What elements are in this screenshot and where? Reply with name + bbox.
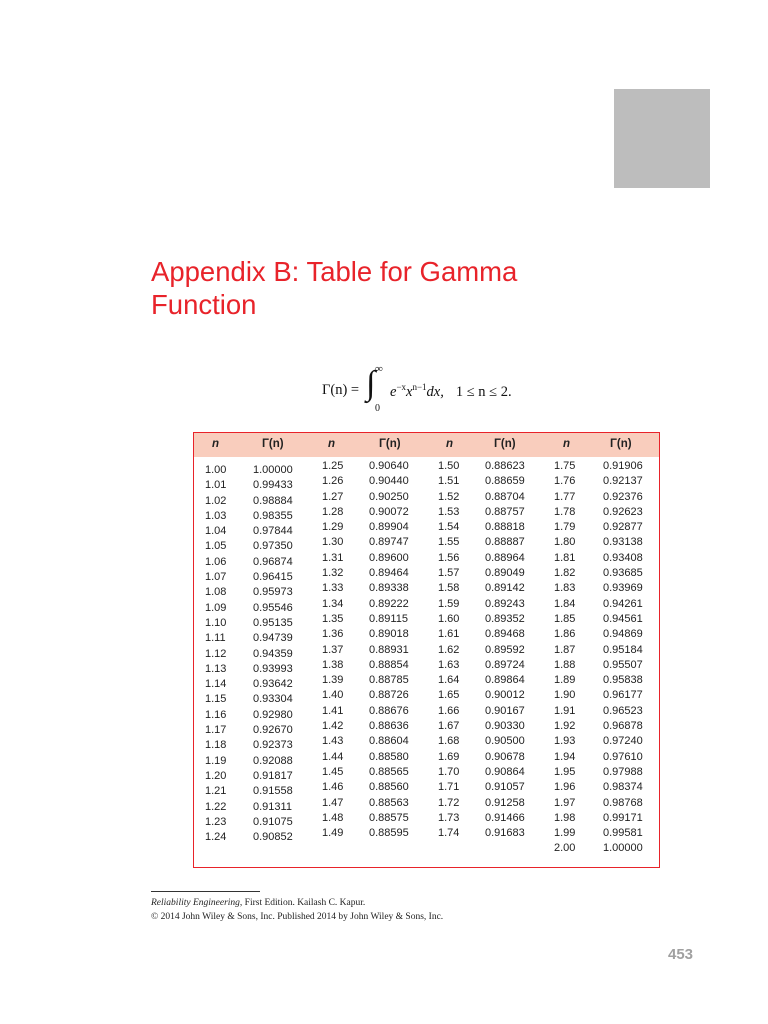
column-gamma-1 xyxy=(253,463,293,845)
header-gamma-1: Γ(n) xyxy=(262,438,284,450)
table-cell: 0.89222 xyxy=(369,597,409,610)
table-cell: 0.99171 xyxy=(603,811,643,824)
table-cell: 1.55 xyxy=(438,536,460,549)
table-cell: 1.31 xyxy=(322,551,344,564)
table-cell: 1.11 xyxy=(205,632,226,645)
table-cell: 1.06 xyxy=(205,555,227,568)
table-cell: 0.95135 xyxy=(253,616,293,629)
table-cell: 0.98355 xyxy=(253,509,293,522)
table-cell: 1.60 xyxy=(438,612,460,625)
table-cell: 0.91057 xyxy=(485,781,525,794)
header-gamma-3: Γ(n) xyxy=(494,438,516,450)
table-cell: 0.88704 xyxy=(485,490,525,503)
table-cell: 1.95 xyxy=(554,765,576,778)
table-cell: 1.18 xyxy=(205,739,227,752)
footnote xyxy=(151,896,651,924)
table-cell: 0.89142 xyxy=(485,582,525,595)
footnote-rule xyxy=(151,891,260,892)
table-cell: 1.44 xyxy=(322,750,344,763)
table-cell: 0.97240 xyxy=(603,735,643,748)
table-cell: 1.47 xyxy=(322,796,344,809)
table-cell: 1.53 xyxy=(438,505,460,518)
table-cell: 0.96415 xyxy=(253,571,293,584)
table-cell: 0.90440 xyxy=(369,475,409,488)
table-cell: 1.99 xyxy=(554,827,576,840)
table-cell: 0.88623 xyxy=(485,460,525,472)
table-cell: 0.89115 xyxy=(369,612,408,625)
table-cell: 1.37 xyxy=(322,643,344,656)
table-cell: 0.90250 xyxy=(369,490,409,503)
table-cell: 0.88931 xyxy=(369,643,409,656)
table-cell: 1.78 xyxy=(554,505,576,518)
table-cell: 0.89904 xyxy=(369,521,409,534)
table-cell: 1.19 xyxy=(205,754,227,767)
table-cell: 1.00 xyxy=(205,464,227,476)
table-cell: 0.89352 xyxy=(485,612,525,625)
table-cell: 0.92877 xyxy=(603,521,643,534)
table-cell: 1.29 xyxy=(322,521,344,534)
table-cell: 1.22 xyxy=(205,800,227,813)
table-cell: 1.39 xyxy=(322,674,344,687)
table-cell: 1.63 xyxy=(438,658,460,671)
table-cell: 0.94739 xyxy=(253,632,293,645)
table-cell: 0.88757 xyxy=(485,505,525,518)
table-cell: 1.36 xyxy=(322,628,344,641)
header-gamma-4: Γ(n) xyxy=(610,438,632,450)
column-n-4 xyxy=(554,459,575,857)
table-cell: 1.83 xyxy=(554,582,576,595)
table-cell: 1.86 xyxy=(554,628,576,641)
table-cell: 1.94 xyxy=(554,750,576,763)
table-cell: 1.00000 xyxy=(253,464,293,476)
table-cell: 1.91 xyxy=(554,704,576,717)
table-cell: 0.92376 xyxy=(603,490,643,503)
table-cell: 0.88818 xyxy=(485,521,525,534)
table-cell: 1.84 xyxy=(554,597,576,610)
table-cell: 0.88580 xyxy=(369,750,409,763)
table-cell: 1.20 xyxy=(205,769,227,782)
table-cell: 1.32 xyxy=(322,567,344,580)
table-cell: 1.90 xyxy=(554,689,576,702)
table-cell: 1.59 xyxy=(438,597,460,610)
table-cell: 1.13 xyxy=(205,662,227,675)
table-cell: 0.88659 xyxy=(485,475,525,488)
table-cell: 0.89592 xyxy=(485,643,525,656)
table-cell: 1.03 xyxy=(205,509,227,522)
table-cell: 1.51 xyxy=(438,475,460,488)
table-cell: 0.89747 xyxy=(369,536,409,549)
table-cell: 0.92670 xyxy=(253,724,293,737)
table-cell: 0.88636 xyxy=(369,720,409,733)
table-cell: 0.89864 xyxy=(485,674,525,687)
corner-tab-block xyxy=(614,89,710,188)
table-cell: 0.95838 xyxy=(603,674,643,687)
table-cell: 0.90072 xyxy=(369,505,409,518)
table-cell: 1.46 xyxy=(322,781,344,794)
table-cell: 0.93993 xyxy=(253,662,293,675)
table-cell: 0.97988 xyxy=(603,765,643,778)
table-cell: 0.89243 xyxy=(485,597,525,610)
table-cell: 1.67 xyxy=(438,720,460,733)
table-cell: 0.88964 xyxy=(485,551,525,564)
table-cell: 0.92980 xyxy=(253,708,293,721)
header-n-1: n xyxy=(212,438,220,450)
table-cell: 0.91258 xyxy=(485,796,525,809)
table-cell: 0.88726 xyxy=(369,689,409,702)
table-cell: 1.24 xyxy=(205,831,227,844)
gamma-table xyxy=(193,432,660,868)
table-cell: 1.66 xyxy=(438,704,460,717)
table-cell: 0.89468 xyxy=(485,628,525,641)
table-cell: 0.93138 xyxy=(603,536,643,549)
column-gamma-2 xyxy=(369,459,409,841)
table-cell: 0.96523 xyxy=(603,704,643,717)
table-cell: 0.95546 xyxy=(253,601,293,614)
table-cell: 0.94359 xyxy=(253,647,293,660)
table-cell: 1.92 xyxy=(554,720,576,733)
table-cell: 0.98374 xyxy=(603,781,643,794)
table-cell: 0.88604 xyxy=(369,735,409,748)
table-cell: 0.88785 xyxy=(369,674,409,687)
table-cell: 0.90640 xyxy=(369,460,409,472)
table-cell: 0.92623 xyxy=(603,505,643,518)
table-cell: 1.89 xyxy=(554,674,576,687)
table-cell: 1.74 xyxy=(438,827,460,840)
header-n-4: n xyxy=(563,438,571,450)
table-cell: 0.92137 xyxy=(603,475,643,488)
table-cell: 1.61 xyxy=(438,628,460,641)
formula-integrand: $e^{-x}x^{n-1}dx$, 1 ≤ n ≤ 2. xyxy=(390,382,512,400)
table-cell: 0.93304 xyxy=(253,693,293,706)
table-cell: 1.33 xyxy=(322,582,344,595)
table-cell: 0.90678 xyxy=(485,750,525,763)
table-cell: 1.57 xyxy=(438,567,460,580)
gamma-formula xyxy=(322,363,582,415)
table-cell: 1.80 xyxy=(554,536,576,549)
page-number: 453 xyxy=(668,946,694,963)
table-cell: 0.95184 xyxy=(603,643,643,656)
table-cell: 1.87 xyxy=(554,643,576,656)
table-cell: 0.91558 xyxy=(253,785,293,798)
table-cell: 1.88 xyxy=(554,658,576,671)
table-cell: 1.42 xyxy=(322,720,344,733)
table-cell: 1.71 xyxy=(438,781,460,794)
table-cell: 1.93 xyxy=(554,735,576,748)
table-cell: 0.95973 xyxy=(253,586,293,599)
column-gamma-3 xyxy=(485,459,525,841)
table-cell: 1.70 xyxy=(438,765,460,778)
table-cell: 1.45 xyxy=(322,765,344,778)
table-cell: 1.56 xyxy=(438,551,460,564)
table-cell: 0.91817 xyxy=(253,769,293,782)
column-n-2 xyxy=(322,459,343,841)
table-cell: 0.93685 xyxy=(603,567,643,580)
header-gamma-2: Γ(n) xyxy=(379,438,401,450)
table-cell: 0.91906 xyxy=(603,460,643,472)
table-cell: 1.38 xyxy=(322,658,344,671)
table-cell: 1.16 xyxy=(205,708,227,721)
table-cell: 1.77 xyxy=(554,490,576,503)
table-cell: 0.94261 xyxy=(603,597,643,610)
table-cell: 1.64 xyxy=(438,674,460,687)
formula-lhs: Γ(n) = xyxy=(322,382,360,398)
table-cell: 1.72 xyxy=(438,796,460,809)
table-cell: 1.34 xyxy=(322,597,344,610)
table-cell: 1.98 xyxy=(554,811,576,824)
footnote-copyright: © 2014 John Wiley & Sons, Inc. Published 2014 by John Wiley & Sons, Inc. xyxy=(151,912,444,922)
table-cell: 1.58 xyxy=(438,582,460,595)
table-cell: 1.10 xyxy=(205,616,227,629)
table-cell: 0.93642 xyxy=(253,678,293,691)
table-cell: 1.12 xyxy=(205,647,227,660)
header-n-3: n xyxy=(446,438,454,450)
table-cell: 1.75 xyxy=(554,460,576,472)
formula-upper-limit: ∞ xyxy=(375,363,383,375)
formula-lower-limit: 0 xyxy=(375,403,380,414)
table-cell: 1.68 xyxy=(438,735,460,748)
table-cell: 1.82 xyxy=(554,567,576,580)
table-cell: 1.40 xyxy=(322,689,344,702)
table-cell: 1.65 xyxy=(438,689,460,702)
table-cell: 0.88565 xyxy=(369,765,409,778)
table-cell: 1.28 xyxy=(322,505,344,518)
table-cell: 1.49 xyxy=(322,827,344,840)
table-cell: 0.97844 xyxy=(253,525,293,538)
table-header-row xyxy=(194,433,659,457)
table-cell: 1.76 xyxy=(554,475,576,488)
table-cell: 1.27 xyxy=(322,490,344,503)
table-cell: 0.96177 xyxy=(603,689,643,702)
table-cell: 2.00 xyxy=(554,842,576,855)
table-cell: 0.90012 xyxy=(485,689,525,702)
table-cell: 1.09 xyxy=(205,601,227,614)
table-cell: 1.04 xyxy=(205,525,227,538)
table-cell: 1.85 xyxy=(554,612,576,625)
table-cell: 0.99433 xyxy=(253,479,293,492)
table-cell: 1.35 xyxy=(322,612,344,625)
table-cell: 0.93969 xyxy=(603,582,643,595)
table-cell: 0.97350 xyxy=(253,540,293,553)
table-cell: 1.00000 xyxy=(603,842,643,855)
table-cell: 0.96874 xyxy=(253,555,293,568)
table-cell: 1.52 xyxy=(438,490,460,503)
table-cell: 0.95507 xyxy=(603,658,643,671)
table-cell: 1.26 xyxy=(322,475,344,488)
table-cell: 0.98884 xyxy=(253,494,293,507)
column-n-3 xyxy=(438,459,459,841)
table-cell: 0.89018 xyxy=(369,628,409,641)
table-cell: 1.08 xyxy=(205,586,227,599)
table-cell: 1.48 xyxy=(322,811,344,824)
table-cell: 0.88575 xyxy=(369,811,409,824)
table-cell: 1.07 xyxy=(205,571,227,584)
integral-sign-icon: ∫ xyxy=(366,365,376,402)
table-cell: 1.97 xyxy=(554,796,576,809)
table-cell: 1.25 xyxy=(322,460,344,472)
table-cell: 0.96878 xyxy=(603,720,643,733)
table-cell: 0.90852 xyxy=(253,831,293,844)
table-cell: 1.50 xyxy=(438,460,460,472)
table-cell: 0.90864 xyxy=(485,765,525,778)
table-cell: 0.88560 xyxy=(369,781,409,794)
table-cell: 0.89600 xyxy=(369,551,409,564)
table-cell: 0.92373 xyxy=(253,739,293,752)
table-cell: 0.90330 xyxy=(485,720,525,733)
table-cell: 1.05 xyxy=(205,540,227,553)
table-cell: 0.88887 xyxy=(485,536,525,549)
formula-condition: 1 ≤ n ≤ 2. xyxy=(455,384,512,400)
column-n-1 xyxy=(205,463,226,845)
table-cell: 1.23 xyxy=(205,815,227,828)
table-cell: 0.91683 xyxy=(485,827,525,840)
table-cell: 0.94561 xyxy=(603,612,643,625)
table-cell: 0.89338 xyxy=(369,582,409,595)
table-cell: 0.89464 xyxy=(369,567,409,580)
table-cell: 1.21 xyxy=(205,785,227,798)
page-title: Appendix B: Table for Gamma Function xyxy=(151,256,518,320)
table-cell: 1.69 xyxy=(438,750,460,763)
table-cell: 0.88563 xyxy=(369,796,409,809)
table-cell: 1.30 xyxy=(322,536,344,549)
table-cell: 0.90500 xyxy=(485,735,525,748)
table-cell: 0.98768 xyxy=(603,796,643,809)
table-cell: 0.88676 xyxy=(369,704,409,717)
table-cell: 0.93408 xyxy=(603,551,643,564)
table-cell: 1.79 xyxy=(554,521,576,534)
column-gamma-4 xyxy=(603,459,643,857)
table-cell: 1.17 xyxy=(205,724,227,737)
table-cell: 0.91075 xyxy=(253,815,293,828)
table-cell: 1.73 xyxy=(438,811,460,824)
table-cell: 1.96 xyxy=(554,781,576,794)
table-cell: 1.02 xyxy=(205,494,227,507)
table-cell: 0.97610 xyxy=(603,750,643,763)
table-cell: 1.01 xyxy=(205,479,227,492)
table-cell: 1.81 xyxy=(554,551,576,564)
table-cell: 0.88854 xyxy=(369,658,409,671)
footnote-citation: Reliability Engineering, First Edition. Kailash C. Kapur. xyxy=(151,898,366,908)
table-cell: 0.91466 xyxy=(485,811,525,824)
table-cell: 1.15 xyxy=(205,693,227,706)
table-cell: 0.91311 xyxy=(253,800,292,813)
table-cell: 0.94869 xyxy=(603,628,643,641)
table-cell: 1.54 xyxy=(438,521,460,534)
table-cell: 1.62 xyxy=(438,643,460,656)
table-cell: 0.90167 xyxy=(485,704,525,717)
table-cell: 0.88595 xyxy=(369,827,409,840)
table-cell: 1.43 xyxy=(322,735,344,748)
table-cell: 0.89049 xyxy=(485,567,525,580)
table-cell: 1.41 xyxy=(322,704,344,717)
header-n-2: n xyxy=(328,438,336,450)
table-cell: 0.99581 xyxy=(603,827,643,840)
table-cell: 0.89724 xyxy=(485,658,525,671)
table-cell: 0.92088 xyxy=(253,754,293,767)
table-cell: 1.14 xyxy=(205,678,227,691)
